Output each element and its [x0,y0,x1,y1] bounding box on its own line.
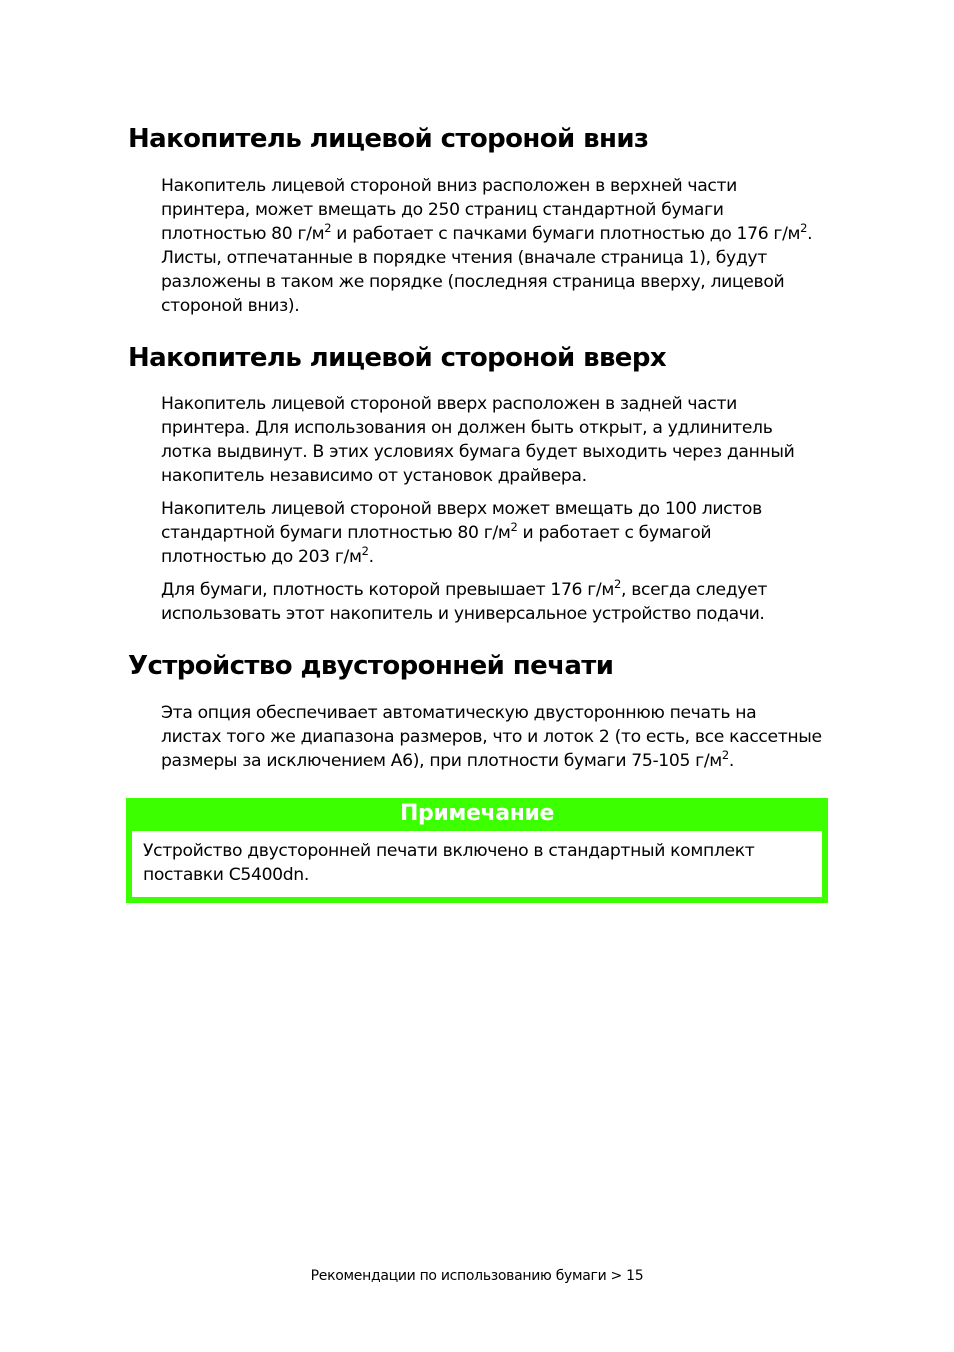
paragraph-face-up-capacity [161,497,833,569]
paragraph-line: плотностью до 203 $г/м^2$. [161,544,374,567]
paragraph-line: накопитель независимо от установок драйвера. [161,466,587,486]
section-heading-face-up: Накопитель лицевой стороной вверх [128,343,667,373]
paragraph-line: Листы, отпечатанные в порядке чтения (вначале страница 1), будут [161,248,767,268]
superscript: 2 [510,520,518,534]
paragraph-line: стандартной бумаги плотностью 80 $г/м^2$ и работает с бумагой [161,520,712,543]
paragraph-line: стороной вниз). [161,296,300,316]
note-box [126,798,828,903]
note-title: Примечание [400,801,554,826]
paragraph-line: Накопитель лицевой стороной вверх может вмещать до 100 листов [161,499,762,519]
note-text-line: поставки C5400dn. [143,865,309,885]
note-text [143,839,754,887]
paragraph-line: плотностью 80 $г/м^2$ и работает с пачками бумаги плотностью до 176 $г/м^2$. [161,221,813,244]
page-footer: Рекомендации по использованию бумаги > 15 [310,1268,644,1284]
paragraph-line: принтера. Для использования он должен быть открыт, а удлинитель [161,418,773,438]
section-heading-duplex: Устройство двусторонней печати [128,651,614,681]
paragraph-line: принтера, может вмещать до 250 страниц стандартной бумаги [161,200,724,220]
paragraph-line: Накопитель лицевой стороной вверх расположен в задней части [161,394,737,414]
superscript: 2 [324,221,332,235]
superscript: 2 [361,544,369,558]
paragraph-line: листах того же диапазона размеров, что и лоток 2 (то есть, все кассетные [161,727,822,747]
paragraph-line: размеры за исключением A6), при плотности бумаги 75-105 $г/м^2$. [161,748,735,771]
paragraph-face-up-heavy-paper [161,578,833,626]
paragraph-line: Эта опция обеспечивает автоматическую двустороннюю печать на [161,703,757,723]
note-text-line: Устройство двусторонней печати включено в стандартный комплект [143,841,755,861]
paragraph-duplex [161,701,833,773]
superscript: 2 [721,748,729,762]
superscript: 2 [800,221,808,235]
paragraph-face-up-location [161,392,833,488]
paragraph-line: разложены в таком же порядке (последняя страница вверху, лицевой [161,272,785,292]
paragraph-line: использовать этот накопитель и универсальное устройство подачи. [161,604,765,624]
paragraph-line: лотка выдвинут. В этих условиях бумага будет выходить через данный [161,442,795,462]
paragraph-face-down [161,174,833,318]
paragraph-line: Для бумаги, плотность которой превышает 176 $г/м^2$, всегда следует [161,577,768,600]
paragraph-line: Накопитель лицевой стороной вниз расположен в верхней части [161,176,737,196]
section-heading-face-down: Накопитель лицевой стороной вниз [128,124,649,154]
note-body [132,831,822,897]
superscript: 2 [614,577,621,591]
